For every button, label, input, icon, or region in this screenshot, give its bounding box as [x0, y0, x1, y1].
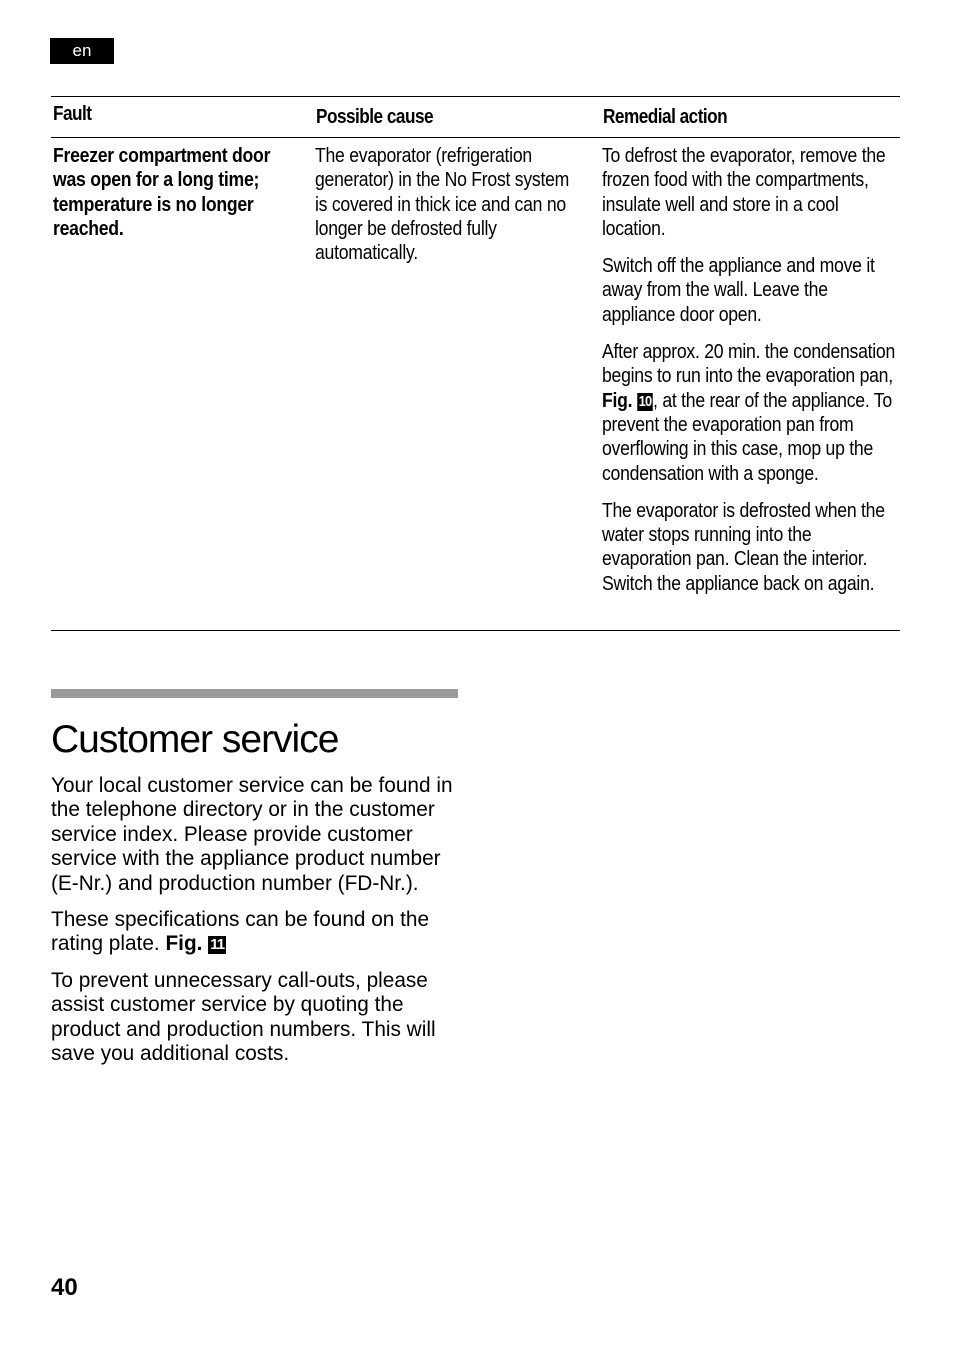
- action-paragraph: The evaporator is defrosted when the water stops running into the evaporation pan. Clean the interior. Switch the appliance back on again.: [602, 498, 885, 595]
- action-paragraph: To defrost the evaporator, remove the frozen food with the compartments, insulate well and store in a cool location.: [602, 144, 886, 240]
- body-text: These specifications can be found on the rating plate.: [51, 908, 430, 956]
- table-header: [51, 97, 900, 138]
- fig-reference-label: Fig.: [602, 388, 633, 412]
- figure-number-badge: 10: [638, 392, 652, 410]
- action-paragraph: Switch off the appliance and move it away from the wall. Leave the appliance door open.: [602, 254, 875, 326]
- body-paragraph: [51, 908, 471, 957]
- customer-service-text: [51, 774, 471, 1078]
- fault-cell: Freezer compartment door was open for a long time; temperature is no longer reached.: [53, 144, 271, 240]
- action-cell: [602, 144, 900, 609]
- action-text: , at the rear of the appliance. To prevent the evaporation pan from overflowing in this case, mop up the condensation with a sponge.: [602, 388, 892, 485]
- header-remedial-action: Remedial action: [603, 106, 728, 128]
- action-text: After approx. 20 min. the condensation begins to run into the evaporation pan,: [602, 340, 896, 388]
- section-title: Customer service: [51, 718, 339, 761]
- figure-number-badge: 11: [210, 936, 225, 954]
- action-paragraph: [602, 340, 900, 486]
- page-number: 40: [51, 1274, 78, 1301]
- fig-reference-label: Fig.: [165, 932, 203, 956]
- section-divider-bar: [51, 689, 458, 698]
- header-fault: Fault: [53, 103, 92, 125]
- troubleshooting-table: [51, 96, 900, 631]
- language-tab: en: [50, 38, 114, 64]
- cause-cell: The evaporator (refrigeration generator) in the No Frost system is covered in thick ice and can no longer be defrosted fully automatically.: [315, 144, 570, 265]
- header-possible-cause: Possible cause: [316, 106, 434, 128]
- table-row: [51, 138, 900, 630]
- body-paragraph: To prevent unnecessary call-outs, please assist customer service by quoting the product and production numbers. This will save you additional costs.: [51, 968, 436, 1066]
- body-paragraph: Your local customer service can be found in the telephone directory or in the customer service index. Please provide customer service with the appliance product number (E-Nr.) and production number (FD-Nr.).: [51, 774, 453, 895]
